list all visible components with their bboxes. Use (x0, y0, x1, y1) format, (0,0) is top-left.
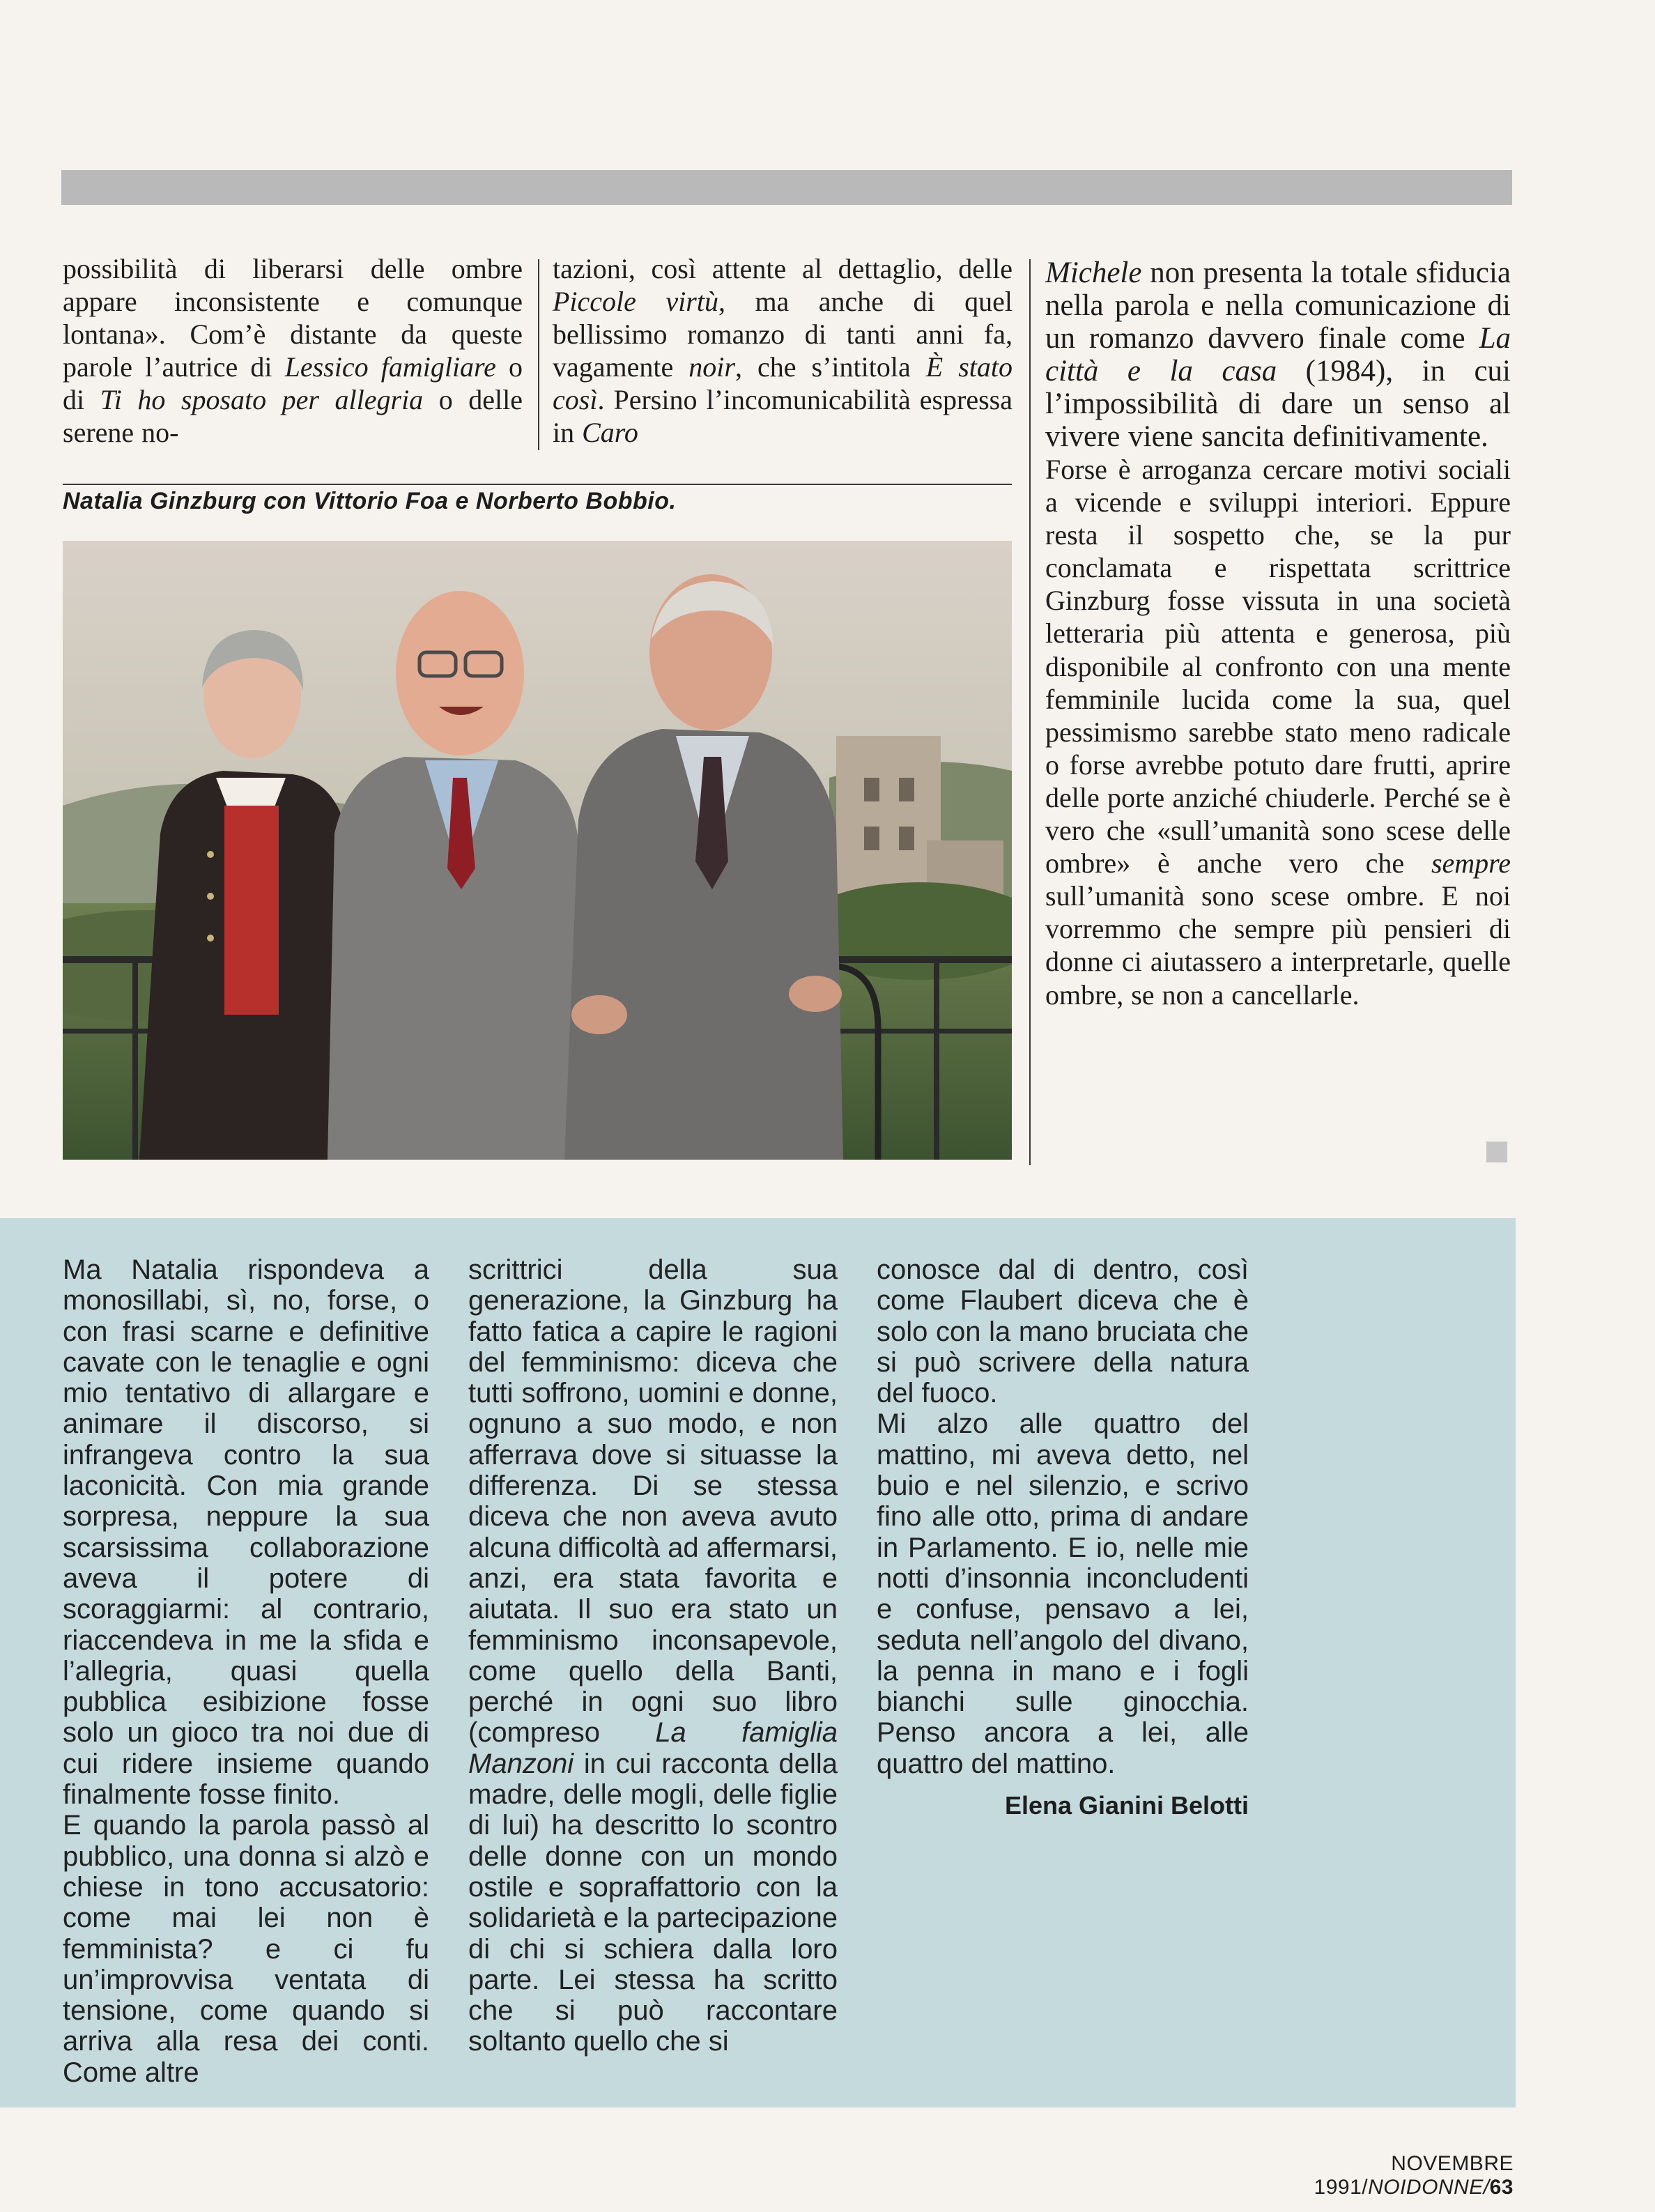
article-column-2 (553, 252, 1013, 449)
column-1-paragraph (63, 252, 523, 449)
text-run: possibilità di liberarsi delle ombre appare inconsistente e comunque lontana». Com’è distante da queste parole l’autrice di (63, 253, 523, 383)
text-run: conosce dal di dentro, così come Flaubert diceva che è solo con la mano bruciata che si può scrivere della natura del fuoco. (877, 1254, 1249, 1409)
italic-run: La città e la casa (1045, 322, 1511, 387)
box-column-3-paragraph-2 (877, 1408, 1249, 1779)
text-run: . Persino l’incomunicabilità espressa in (553, 384, 1013, 448)
column-3-paragraph-2 (1045, 453, 1511, 1011)
italic-run: È stato così (553, 351, 1013, 415)
italic-run: Lessico famigliare (284, 351, 496, 383)
box-column-1-paragraph-1 (63, 1254, 429, 1810)
italic-run: Piccole virtù (553, 286, 718, 317)
photo-image (63, 541, 1012, 1160)
italic-run: Michele (1045, 256, 1142, 289)
text-run: , ma anche di quel bellissimo romanzo di tanti anni fa, vagamente (553, 286, 1013, 383)
page-footer (1193, 2152, 1514, 2199)
photo (63, 541, 1012, 1160)
text-run: o di (63, 351, 523, 415)
end-mark (1486, 1142, 1507, 1162)
article-column-3 (1045, 256, 1511, 1011)
column-2-paragraph (553, 252, 1013, 449)
author-signature: Elena Gianini Belotti (1004, 1791, 1249, 1820)
text-run: (1984), in cui l’impossibilità di dare un senso al vivere viene sancita definitivamente. (1045, 355, 1511, 453)
text-run: scrittrici della sua generazione, la Ginzburg ha fatto fatica a capire le ragioni del femminismo: diceva che tutti soffrono, uomini e donne, ognuno a suo modo, e non afferrava dove si situasse la differenza. Di se stessa diceva che non aveva avuto alcuna difficoltà ad affermarsi, anzi, era stata favorita e aiutata. Il suo era stato un femminismo inconsapevole, come quello della Banti, perché in ogni suo libro (compreso (468, 1254, 838, 1749)
footer-magazine: NOIDONNE (1368, 2176, 1484, 2199)
text-run: Forse è arroganza cercare motivi sociali a vicende e sviluppi interiori. Eppure resta il sospetto che, se la pur conclamata e rispettata scrittrice Ginzburg fosse vissuta in una società letteraria più attenta e generosa, più disponibile al confronto con una mente femminile lucida come la sua, quel pessimismo sarebbe stato meno radicale o forse avrebbe potuto dare frutti, aprire delle porte anziché chiuderle. Perché se è vero che «sull’umanità sono scese delle ombre» è anche vero che (1045, 454, 1511, 880)
caption-rule (63, 484, 1012, 485)
text-run: in cui racconta della madre, delle mogli, delle figlie di lui) ha descritto lo scontro delle donne con un mondo ostile e sopraffattorio con la solidarietà e la partecipazione di chi si schiera dalla loro parte. Lei stessa ha scritto che si può raccontare soltanto quello che si (468, 1748, 838, 2057)
article-column-1 (63, 252, 523, 449)
page-number: 63 (1489, 2176, 1514, 2199)
text-run: , che s’intitola (734, 351, 926, 383)
box-column-2 (468, 1254, 838, 2057)
column-divider-2 (1029, 259, 1031, 1165)
column-3-paragraph-1 (1045, 256, 1511, 453)
photo-caption: Natalia Ginzburg con Vittorio Foa e Norberto Bobbio. (63, 488, 677, 514)
italic-run: noir (688, 351, 735, 383)
footer-issue: NOVEMBRE 1991/ (1314, 2152, 1514, 2199)
text-run: tazioni, così attente al dettaglio, delle (553, 253, 1013, 284)
text-run: Ma Natalia rispondeva a monosillabi, sì, no, forse, o con frasi scarne e definitive cavate con le tenaglie e ogni mio tentativo di allargare e animare il discorso, si infrangeva contro la sua laconicità. Con mia grande sorpresa, neppure la sua scarsissima collaborazione aveva il potere di scoraggiarmi: al contrario, riaccendeva in me la sfida e l’allegria, quasi quella pubblica esibizione fosse solo un gioco tra noi due di cui ridere insieme quando finalmente fosse finito. (63, 1254, 429, 1811)
column-divider-1 (538, 259, 539, 450)
box-column-1 (63, 1254, 429, 2088)
text-run: o delle serene no- (63, 384, 523, 448)
box-column-2-paragraph-1 (468, 1254, 838, 2057)
italic-run: Ti ho sposato per allegria (100, 384, 424, 415)
text-run: E quando la parola passò al pubblico, una donna si alzò e chiese in tono accusatorio: come mai lei non è femminista? e ci fu un’improvvisa ventata di tensione, come quando si arriva alla resa dei conti. Come altre (63, 1810, 429, 2088)
box-column-1-paragraph-2 (63, 1810, 429, 2088)
text-run: Mi alzo alle quattro del mattino, mi aveva detto, nel buio e nel silenzio, e scrivo fino alle otto, prima di andare in Parlamento. E io, nelle mie notti d’insonnia inconcludenti e confuse, pensavo a lei, seduta nell’angolo del divano, la penna in mano e i fogli bianchi sulle ginocchia. Penso ancora a lei, alle quattro del mattino. (877, 1408, 1249, 1779)
footer-separator: / (1483, 2176, 1490, 2199)
italic-run: sempre (1431, 847, 1511, 880)
italic-run: La famiglia Manzoni (468, 1717, 838, 1779)
text-run: sull’umanità sono scese ombre. E noi vorremmo che sempre più pensieri di donne ci aiutassero a interpretarle, quelle ombre, se non a cancellarle. (1045, 880, 1511, 1011)
box-column-3-paragraph-1 (877, 1254, 1249, 1408)
header-band (61, 170, 1512, 205)
box-column-3 (877, 1254, 1249, 1779)
text-run: non presenta la totale sfiducia nella parola e nella comunicazione di un romanzo davvero finale come (1045, 256, 1511, 355)
italic-run: Caro (582, 417, 638, 448)
